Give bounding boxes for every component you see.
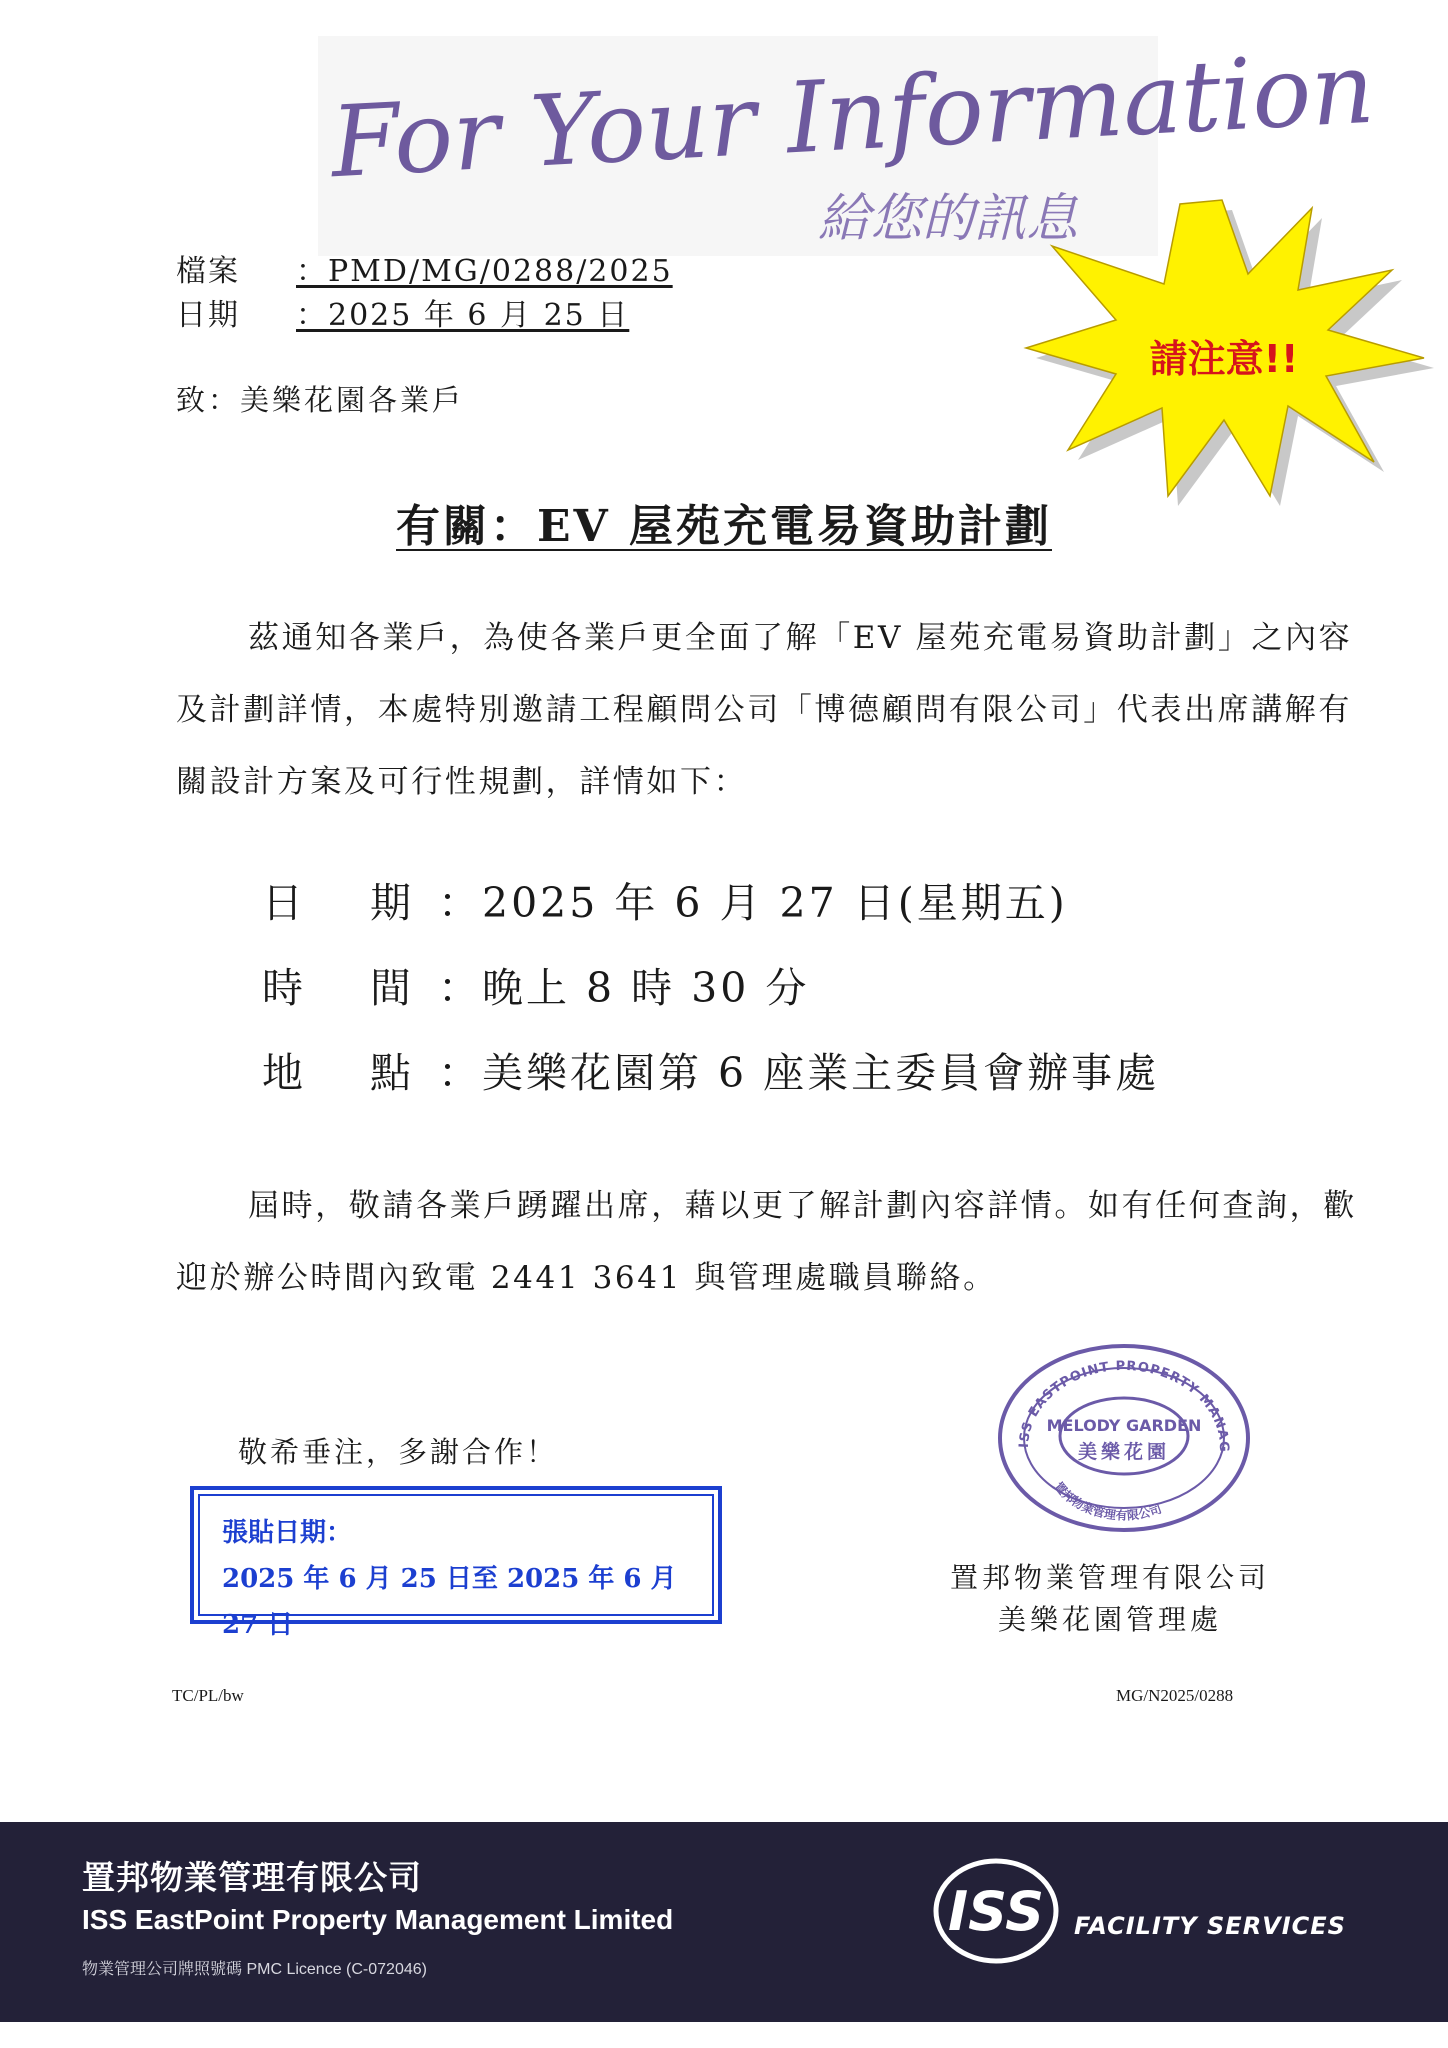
file-reference: ：PMD/MG/0288/2025 [296, 254, 673, 289]
fyi-title-zh: 給您的訊息 [818, 189, 1079, 249]
reference-initials: TC/PL/bw [172, 1686, 244, 1705]
subject-text: 有關：EV 屋苑充電易資助計劃 [396, 501, 1052, 552]
date-label: 日期 [176, 298, 240, 333]
detail-time-label-2: 間 [370, 964, 411, 1012]
intro-paragraph [176, 602, 1366, 818]
signature-company: 置邦物業管理有限公司 [949, 1561, 1270, 1594]
detail-venue-label-1: 地 [262, 1049, 303, 1097]
svg-text:置邦物業管理有限公司 [1051, 1479, 1163, 1523]
detail-venue-label-2: 點 [370, 1049, 411, 1097]
company-seal-stamp [992, 1336, 1256, 1532]
file-reference-row [176, 246, 673, 290]
closing-remark: 敬希垂注，多謝合作！ [238, 1435, 559, 1469]
event-time: ：晚上 8 時 30 分 [438, 964, 810, 1012]
file-label: 檔案 [176, 254, 240, 289]
detail-row-venue [262, 1040, 1159, 1099]
detail-row-time [262, 955, 809, 1014]
seal-center-en: MELODY GARDEN [1046, 1416, 1202, 1435]
detail-date-label-1: 日 [262, 879, 303, 927]
closing-text: 屆時，敬請各業戶踴躍出席，藉以更了解計劃內容詳情。如有任何查詢，歡迎於辦公時間內致電 2441 3641 與管理處職員聯絡。 [176, 1188, 1357, 1296]
seal-bottom-text: 置邦物業管理有限公司 [1051, 1479, 1164, 1523]
issue-date-row [176, 290, 629, 334]
iss-logo-tagline: FACILITY SERVICES [1074, 1912, 1346, 1940]
recipient-line: 致：美樂花園各業戶 [176, 383, 465, 417]
svg-text:ISS EASTPOINT PROPERTY MANAGEM [992, 1336, 1231, 1453]
detail-row-date [262, 870, 1068, 929]
intro-text: 茲通知各業戶，為使各業戶更全面了解「EV 屋苑充電易資助計劃」之內容及計劃詳情，本處特別邀請工程顧問公司「博德顧問有限公司」代表出席講解有關設計方案及可行性規劃，詳情如下： [176, 620, 1353, 800]
signature-office: 美樂花園管理處 [997, 1603, 1222, 1636]
event-venue: ：美樂花園第 6 座業主委員會辦事處 [438, 1049, 1160, 1097]
posting-date-period: 2025 年 6 月 25 日至 2025 年 6 月 27 日 [222, 1564, 677, 1640]
footer-company-name-zh: 置邦物業管理有限公司 [82, 1859, 422, 1896]
detail-date-label-2: 期 [370, 879, 411, 927]
posting-date-label: 張貼日期： [222, 1518, 353, 1548]
company-footer [0, 1822, 1448, 2022]
seal-ring-text: ISS EASTPOINT PROPERTY MANAG [1016, 1358, 1232, 1453]
footer-licence: 物業管理公司牌照號碼 PMC Licence (C-072046) [82, 1961, 427, 1978]
closing-paragraph [176, 1170, 1366, 1314]
iss-logo-text: ISS [948, 1880, 1044, 1943]
detail-time-label-1: 時 [262, 964, 303, 1012]
notice-number: MG/N2025/0288 [1116, 1686, 1234, 1705]
event-date: ：2025 年 6 月 27 日(星期五) [438, 879, 1068, 927]
fyi-title-en: For Your Information [328, 31, 1377, 201]
seal-center-zh: 美樂花園 [1077, 1441, 1171, 1463]
attention-burst [1012, 180, 1432, 510]
posting-date-box [190, 1486, 722, 1640]
notice-subject [0, 490, 1448, 554]
footer-company-name-en: ISS EastPoint Property Management Limited [82, 1904, 674, 1935]
iss-logo [932, 1856, 1382, 1966]
issue-date: ：2025 年 6 月 25 日 [296, 298, 630, 333]
attention-text: 請注意!! [1149, 337, 1299, 381]
